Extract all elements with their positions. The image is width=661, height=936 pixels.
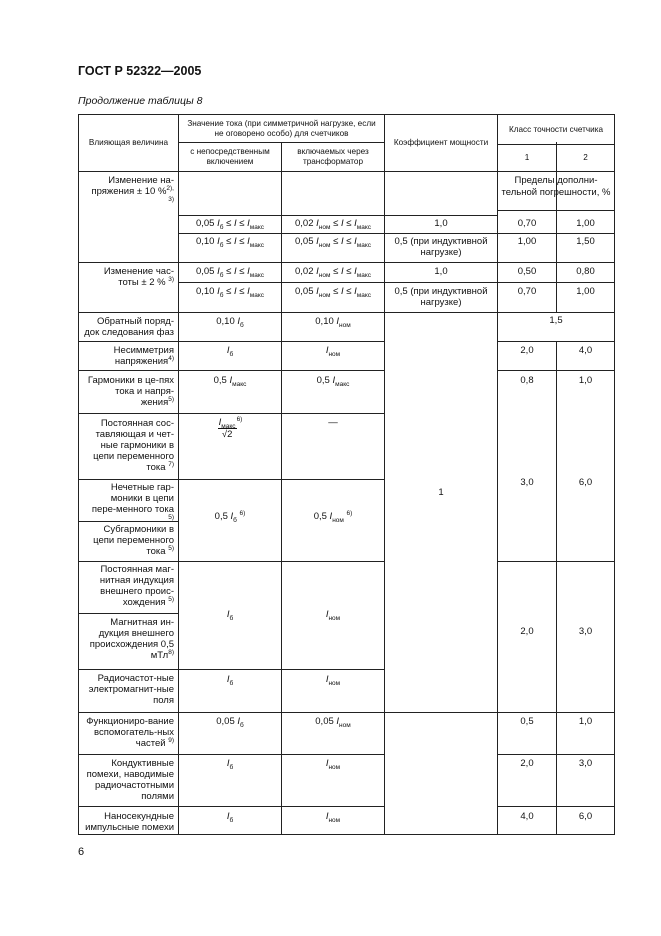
current-direct-r1: 0,05 $I_б \le I \le I_{макс}$ (195, 218, 265, 231)
class1-nano: 4,0 (520, 811, 534, 822)
current-direct-dc: $\frac{I_{макс}}{√2}$ $^{6)}$ (218, 415, 243, 440)
current-direct-phase: 0,10 $I_б$ (216, 316, 244, 329)
label-nanosecond-pulses: Наносекундные импульсные помехи (85, 811, 174, 833)
label-magnetic-induction-05: Магнитная ин-дукция внешнего происхождения 0,5 мТл$^{8)}$ (89, 617, 174, 661)
header-transformer: включаемых через трансформатор (297, 147, 369, 166)
class2-mag-rf: 3,0 (578, 626, 593, 637)
label-conducted-disturbances: Кондуктивные помехи, наводимые радиочастотными полями (86, 758, 174, 802)
current-direct-odd-sub: 0,5 $I_б$ $^{6)}$ (214, 509, 246, 524)
header-influence: Влияющая величина (88, 138, 169, 147)
page-number: 6 (78, 846, 85, 858)
current-trans-phase: 0,10 $I_{ном}$ (315, 316, 351, 329)
label-odd-harmonics: Нечетные гар-моники в цепи пере-менного тока $^{5)}$ (91, 482, 174, 521)
class1-aux: 0,5 (520, 716, 534, 727)
current-direct-asym: $I_б$ (226, 345, 234, 358)
class1-r3: 0,50 (517, 266, 537, 277)
current-trans-r2: 0,05 $I_{ном} \le I \le I_{макс}$ (294, 236, 371, 249)
current-direct-r3: 0,05 $I_б \le I \le I_{макс}$ (195, 266, 265, 279)
label-rf-fields: Радиочастот-ные электромагнит-ные поля (88, 673, 174, 706)
label-subharmonics: Субгармоники в цепи переменного тока $^{5)}$ (93, 524, 174, 557)
class2-harm: 1,0 (578, 375, 593, 386)
class1-r2: 1,00 (517, 236, 537, 247)
pf-r2: 0,5 (при индуктивной нагрузке) (394, 236, 488, 258)
additional-error-limits: Пределы дополни-тельной погрешности, % (501, 175, 611, 198)
class2-r1: 1,00 (576, 218, 595, 229)
label-phase-sequence: Обратный поряд-док следования фаз (84, 316, 174, 338)
header-direct: с непосредственным включением (190, 147, 270, 166)
class1-harm: 0,8 (520, 375, 534, 386)
current-direct-harm: 0,5 $I_{макс}$ (213, 375, 247, 388)
class1-cond: 2,0 (520, 758, 534, 769)
document-id: ГОСТ Р 52322—2005 (78, 64, 202, 78)
class2-r3: 0,80 (576, 266, 595, 277)
current-trans-nano: $I_{ном}$ (325, 811, 341, 824)
class2-aux: 1,0 (578, 716, 593, 727)
class1-r4: 0,70 (517, 286, 537, 297)
current-trans-odd-sub: 0,5 $I_{ном}$ $^{6)}$ (313, 509, 353, 524)
label-dc-even-harmonics: Постоянная сос-тавляющая и чет-ные гармоники в цепи переменного тока $^{7)}$ (93, 418, 174, 473)
current-trans-r1: 0,02 $I_{ном} \le I \le I_{макс}$ (294, 218, 371, 231)
pf-r4: 0,5 (при индуктивной нагрузке) (394, 286, 488, 308)
current-trans-aux: 0,05 $I_{ном}$ (315, 716, 351, 729)
class2-dc-odd-sub: 6,0 (578, 477, 593, 488)
label-harmonics: Гармоники в це-пях тока и напря-жения$^{5)}$ (87, 375, 174, 408)
label-voltage-asymmetry: Несимметрия напряжения$^{4)}$ (113, 345, 174, 367)
class2-asym: 4,0 (578, 345, 593, 356)
class2-r2: 1,50 (576, 236, 595, 247)
current-direct-r2: 0,10 $I_б \le I \le I_{макс}$ (195, 236, 265, 249)
label-voltage-change: Изменение на-пряжения ± 10 %$^{2), 3)}$ (91, 175, 174, 203)
current-direct-aux: 0,05 $I_б$ (216, 716, 244, 729)
pf-merged: 1 (438, 487, 444, 498)
current-trans-r3: 0,02 $I_{ном} \le I \le I_{макс}$ (294, 266, 371, 279)
class1-r1: 0,70 (517, 218, 537, 229)
current-trans-mag: $I_{ном}$ (325, 609, 341, 622)
fraction-imax-sqrt2: $\frac{I_{макс}}{√2}$ (218, 417, 236, 440)
header-current: Значение тока (при симметричной нагрузке, если не оговорено особо) для счетчиков (187, 118, 376, 138)
current-trans-dc: — (328, 417, 338, 428)
current-trans-asym: $I_{ном}$ (325, 345, 341, 358)
current-direct-rf: $I_б$ (226, 674, 234, 687)
class-phase: 1,5 (549, 315, 563, 326)
current-direct-cond: $I_б$ (226, 758, 234, 771)
current-trans-cond: $I_{ном}$ (325, 758, 341, 771)
current-direct-r4: 0,10 $I_б \le I \le I_{макс}$ (195, 286, 265, 299)
pf-r3: 1,0 (434, 266, 448, 277)
header-class-2: 2 (583, 153, 588, 162)
class1-dc-odd-sub: 3,0 (520, 477, 534, 488)
class2-cond: 3,0 (578, 758, 593, 769)
class1-mag-rf: 2,0 (520, 626, 534, 637)
current-direct-nano: $I_б$ (226, 811, 234, 824)
header-accuracy-class: Класс точности счетчика (508, 124, 604, 134)
pf-r1: 1,0 (434, 218, 448, 229)
label-auxiliary-parts: Функциониро-вание вспомогатель-ных частей $^{9)}$ (86, 716, 174, 749)
header-class-1: 1 (524, 153, 530, 162)
current-trans-r4: 0,05 $I_{ном} \le I \le I_{макс}$ (294, 286, 371, 299)
class2-r4: 1,00 (576, 286, 595, 297)
influence-quantities-table (78, 114, 615, 835)
label-frequency-change: Изменение час-тоты ± 2 % $^{3)}$ (103, 266, 174, 288)
header-power-factor: Коэффициент мощности (393, 138, 489, 147)
current-direct-mag: $I_б$ (226, 609, 234, 622)
table-caption: Продолжение таблицы 8 (78, 95, 203, 107)
label-dc-magnetic-induction: Постоянная маг-нитная индукция внешнего проис-хождения $^{5)}$ (99, 564, 174, 608)
current-trans-harm: 0,5 $I_{макс}$ (316, 375, 350, 388)
class2-nano: 6,0 (578, 811, 593, 822)
class1-asym: 2,0 (520, 345, 534, 356)
current-trans-rf: $I_{ном}$ (325, 674, 341, 687)
